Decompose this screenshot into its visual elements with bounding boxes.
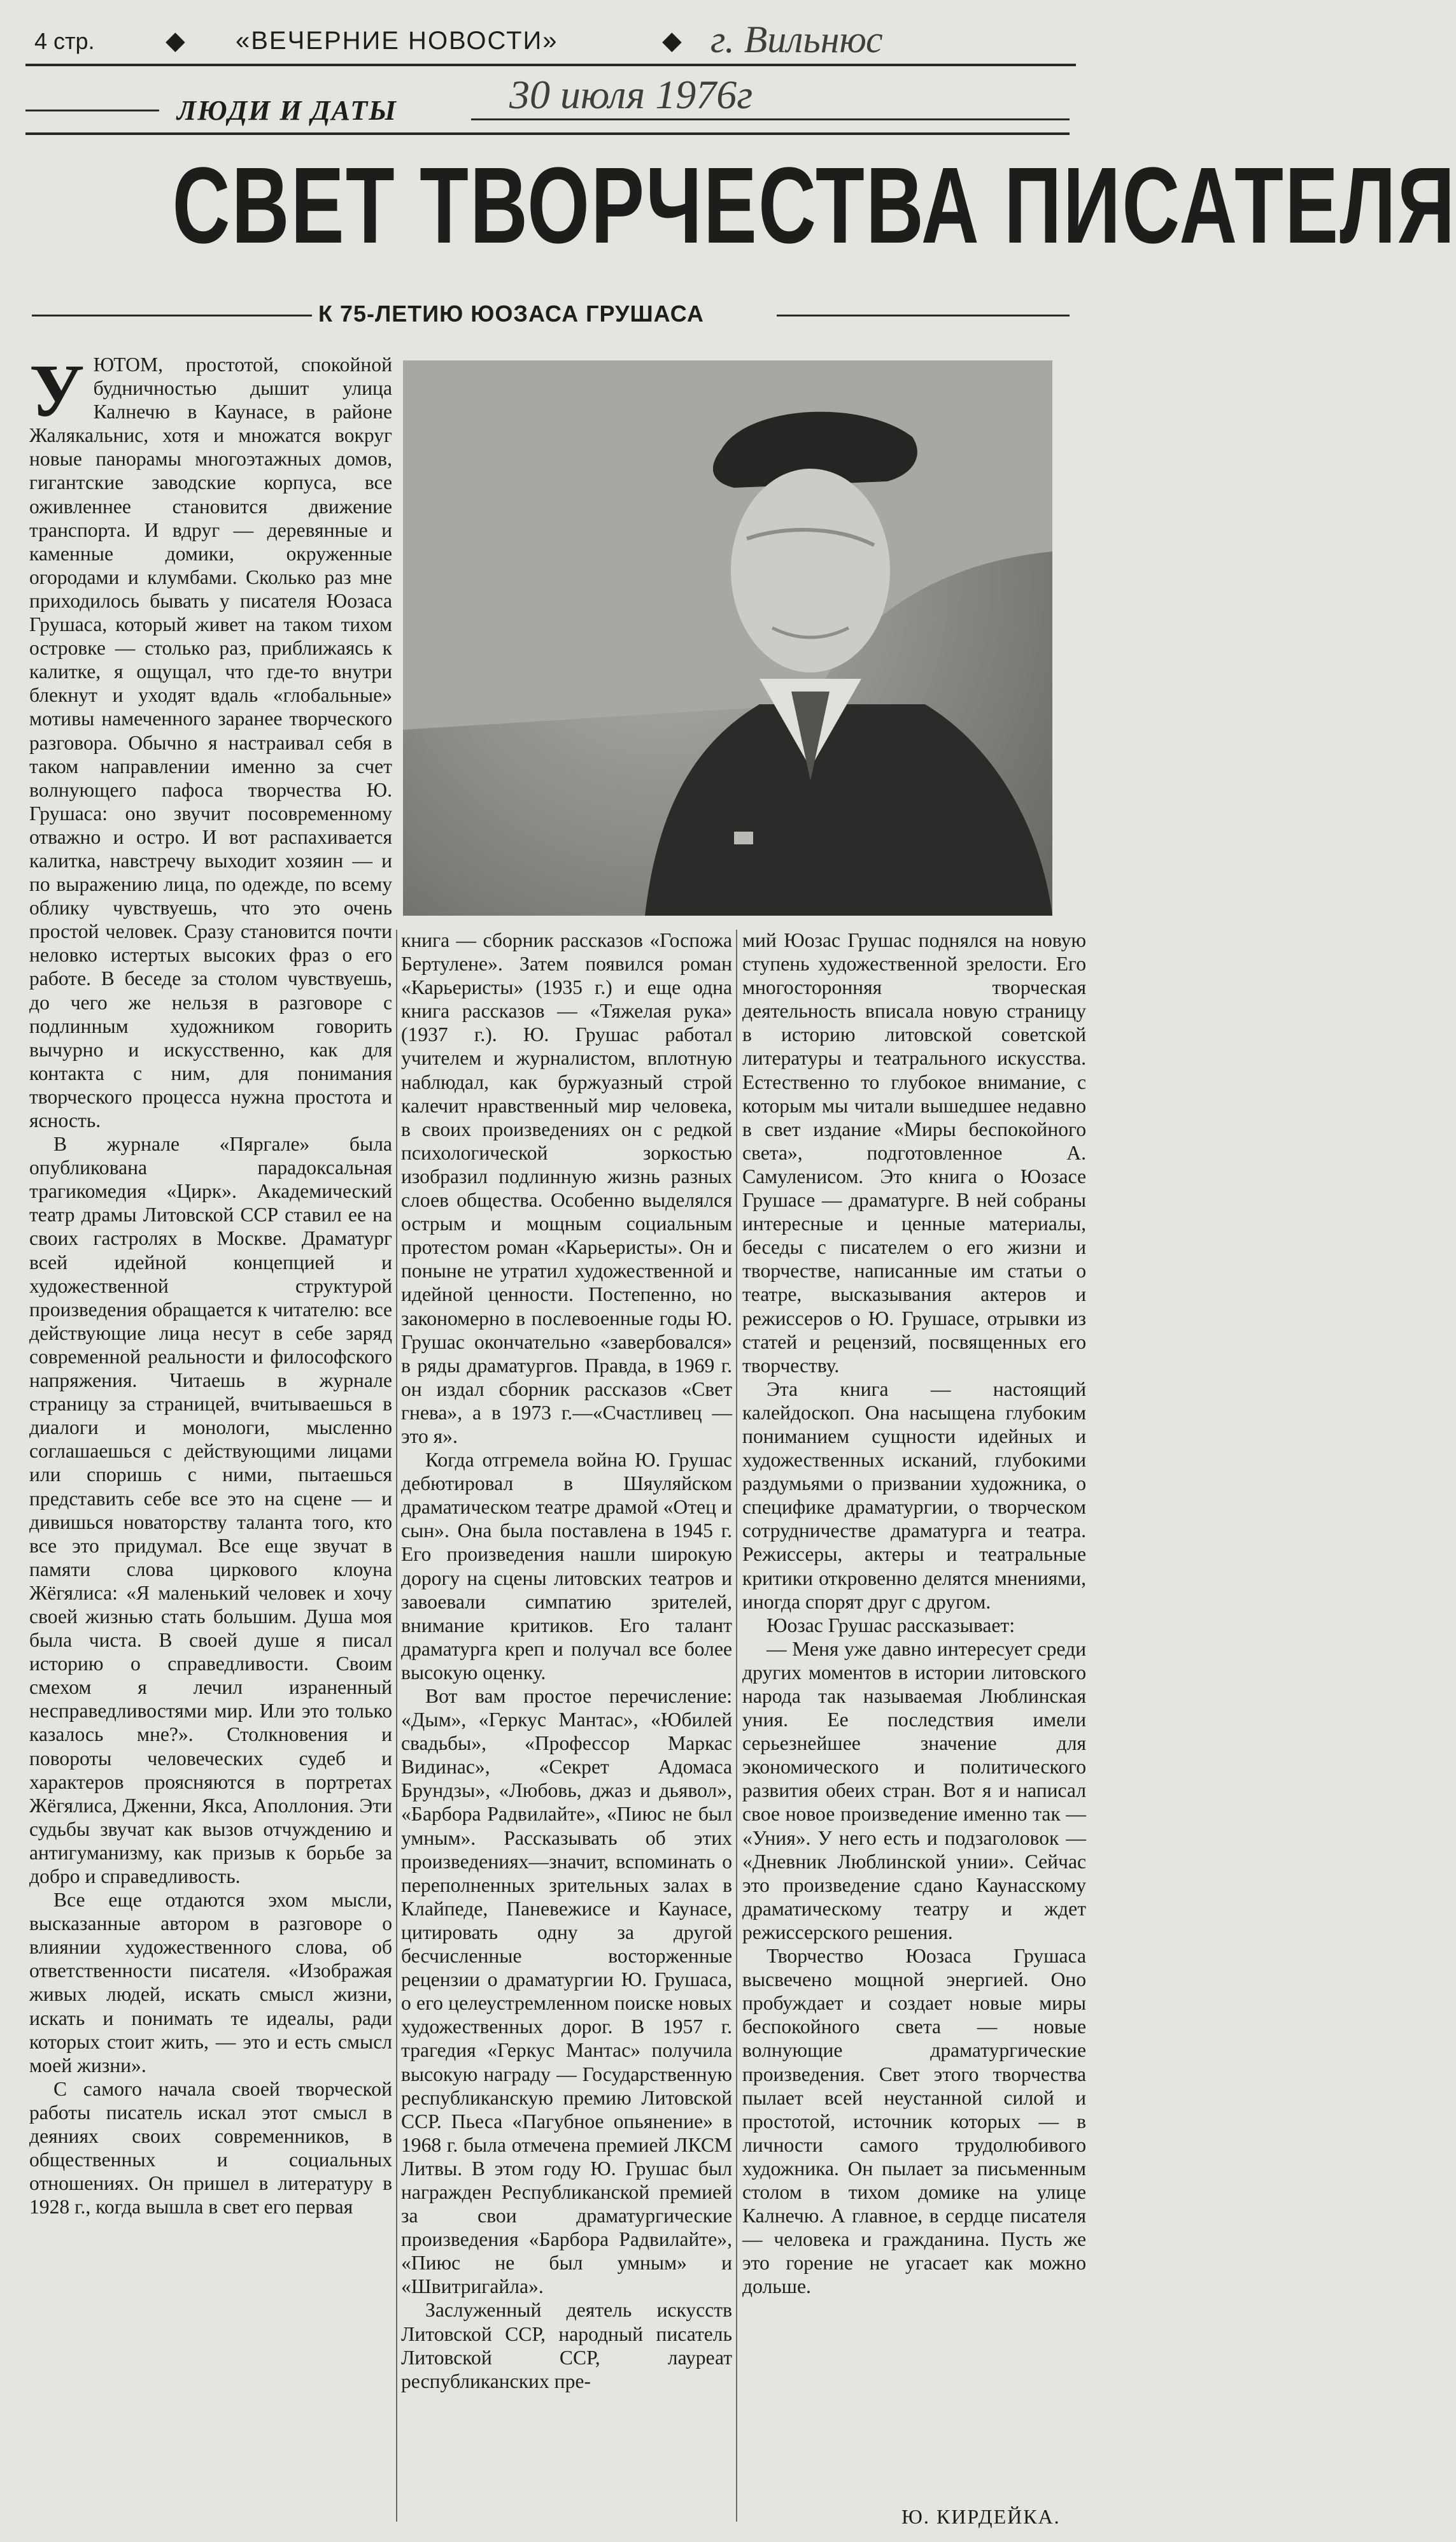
subtitle-rule-right bbox=[777, 315, 1070, 316]
paragraph-text: ЮТОМ, простотой, спокойной будничностью дышит улица Калнечю в Каунасе, в районе Жалякальнис, хотя и множатся вокруг новые панорамы многоэтажных домов, гигантские заводские корпуса, все оживленнее становится движение транспорта. И вдруг — деревянные и каменные домики, окруженные огородами и клумбами. Сколько раз мне приходилось бывать у писателя Юозаса Грушаса, который живет на таком тихом островке — столько раз, приближаясь к калитке, я ощущал, что где-то внутри блекнут и уходят вдаль «глобальные» мотивы намеченного заранее творческого разговора. Обычно я настраивал себя в таком направлении именно за счет волнующего пафоса творчества Ю. Грушаса: оно звучит посовременному отважно и остро. И вот распахивается калитка, навстречу выходит хозяин — и по выражению лица, по одежде, по всему облику чувствуешь, что это очень простой человек. Сразу становится почти неловко истертых высоких фраз о его работе. В беседе за столом чувствуешь, до чего же нельзя в разговоре с подлинным художником говорить вычурно и искусственно, как для контакта с ним, для понимания творческого процесса нужна простота и ясность. bbox=[29, 353, 392, 1132]
diamond-icon: ◆ bbox=[662, 26, 682, 55]
paragraph: Когда отгремела война Ю. Грушас дебютировал в Шяуляйском драматическом театре драмой «Отец и сын». Она была поставлена в 1945 г. Его произведения нашли широкую дорогу на сцены литовских театров и завоевали симпатию зрителей, внимание критиков. Его талант драматурга креп и получал все более высокую оценку. bbox=[401, 1449, 732, 1684]
article-column-2 bbox=[401, 928, 732, 2393]
rubric-rule-left bbox=[25, 110, 159, 111]
writer-portrait-image bbox=[403, 360, 1052, 916]
column-divider bbox=[396, 930, 397, 2522]
paragraph: Эта книга — настоящий калейдоскоп. Она насыщена глубоким пониманием сущности идейных и художественных исканий, глубокими раздумьями о призвании художника, о специфике драматургии, о творческом сотрудничестве драматурга и театра. Режиссеры, актеры и театральные критики откровенно делятся мнениями, иногда спорят друг с другом. bbox=[742, 1377, 1086, 1613]
article-subtitle: К 75-ЛЕТИЮ ЮОЗАСА ГРУШАСА bbox=[318, 301, 704, 327]
paragraph: С самого начала своей творческой работы писатель искал этот смысл в деяниях своих современников, в общественных и социальных отношениях. Он пришел в литературу в 1928 г., когда вышла в свет его первая bbox=[29, 2077, 392, 2219]
newspaper-header bbox=[25, 18, 1076, 61]
paragraph: Вот вам простое перечисление: «Дым», «Геркус Мантас», «Юбилей свадьбы», «Профессор Маркас Видинас», «Секрет Адомаса Брундзы», «Любовь, джаз и дьявол», «Барбора Радвилайте», «Пиюс не был умным». Рассказывать об этих произведениях—значит, вспоминать о переполненных зрительных залах в Клайпеде, Паневежисе и Каунасе, цитировать одну за другой бесчисленные восторженные рецензии о драматургии Ю. Грушаса, о его целеустремленном поиске новых художественных дорог. В 1957 г. трагедия «Геркус Мантас» получила высокую награду — Государственную республиканскую премию Литовской ССР. Пьеса «Пагубное опьянение» в 1968 г. была отмечена премией ЛКСМ Литвы. В этом году Ю. Грушас был награжден Республиканской премией за свои драматургические произведения «Барбора Радвилайте», «Пиюс не был умным» и «Швитригайла». bbox=[401, 1685, 732, 2298]
portrait-photo bbox=[403, 360, 1052, 916]
article-column-1 bbox=[29, 349, 392, 2219]
diamond-icon: ◆ bbox=[166, 26, 185, 55]
paragraph: — Меня уже давно интересует среди других моментов в истории литовского народа так называемая Люблинская уния. Ее последствия имели серьезнейшее значение для экономического и политического развития обеих стран. Вот я и написал свое новое произведение именно так — «Уния». У него есть и подзаголовок — «Дневник Люблинской унии». Сейчас это произведение сдано Каунасскому драматическому театру и ждет режиссерского решения. bbox=[742, 1637, 1086, 1943]
paragraph: Заслуженный деятель искусств Литовской ССР, народный писатель Литовской ССР, лауреат республиканских пре- bbox=[401, 2299, 732, 2392]
page-number: 4 стр. bbox=[34, 28, 95, 54]
header-rule bbox=[25, 64, 1076, 66]
subtitle-rule-left bbox=[32, 315, 312, 316]
article-title: СВЕТ ТВОРЧЕСТВА ПИСАТЕЛЯ bbox=[172, 145, 1456, 266]
rubric-rule-bottom bbox=[25, 132, 1070, 135]
paragraph bbox=[29, 349, 392, 1132]
paragraph: мий Юозас Грушас поднялся на новую ступень художественной зрелости. Его многосторонняя творческая деятельность вписала новую страницу в историю литовской советской литературы и театрального искусства. Естественно то глубокое внимание, с которым мы читали вышедшее недавно в свет издание «Миры беспокойного света», подготовленное А. Самуленисом. Это книга о Юозасе Грушасе — драматурге. В ней собраны интересные и ценные материалы, беседы с писателем о его жизни и творчестве, написанные им статьи о театре, высказывания актеров и режиссеров о Ю. Грушасе, отрывки из статей и рецензий, посвященных его творчеству. bbox=[742, 929, 1086, 1377]
column-divider bbox=[736, 930, 737, 2522]
drop-cap: У bbox=[29, 349, 85, 432]
newspaper-name: «ВЕЧЕРНИЕ НОВОСТИ» bbox=[236, 27, 558, 55]
paragraph: В журнале «Пяргале» была опубликована парадоксальная трагикомедия «Цирк». Академический театр драмы Литовской ССР ставил ее на своих гастролях в Москве. Драматург всей идейной концепцией и художественной структурой произведения обращается к читателю: все действующие лица несут в себе заряд современной реальности и философского напряжения. Читаешь в журнале страницу за страницей, вчитываешься в диалоги и монологи, мысленно соглашаешься с действующими лицами или споришь с ними, пытаешься представить себе все это на сцене — и дивишься новаторству таланта того, кто все это придумал. Все еще звучат в памяти слова циркового клоуна Жёгялиса: «Я маленький человек и хочу своей жизнью стать большим. Душа моя была чиста. В своей душе я писал историю о справедливости. Своим смехом я лечил изрaненный несправедливостями мир. Или это только казалось мне?». Столкновения и повороты человеческих судеб и характеров проясняются в портретах Жёгялиса, Дженни, Якса, Аполлония. Эти судьбы звучат как вызов отчуждению и антигуманизму, как призыв к борьбе за добро и справедливость. bbox=[29, 1133, 392, 1887]
handwritten-date: 30 июля 1976г bbox=[509, 72, 753, 117]
handwritten-city: г. Вильнюс bbox=[710, 18, 883, 60]
rubric-rule-right bbox=[471, 118, 1070, 120]
author-signature: Ю. КИРДЕЙКА. bbox=[901, 2505, 1061, 2528]
paragraph: Все еще отдаются эхом мысли, высказанные автором в разговоре о влиянии художественного слова, об ответственности писателя. «Изображая живых людей, искать смысл жизни, искать и понимать те идеалы, ради которых стоит жить, — это и есть смысл моей жизни». bbox=[29, 1889, 392, 2077]
article-column-3 bbox=[742, 928, 1086, 2298]
paragraph: Юозас Грушас рассказывает: bbox=[767, 1614, 1015, 1637]
paragraph: книга — сборник рассказов «Госпожа Бертулене». Затем появился роман «Карьеристы» (1935 г.) и еще одна книга рассказов — «Тяжелая рука» (1937 г.). Ю. Грушас работал учителем и журналистом, вплотную наблюдал, как буржуазный строй калечит нравственный мир человека, в своих произведениях он с редкой психологической зоркостью изобразил подлинную жизнь разных слоев общества. Особенно выделялся острым и мощным социальным протестом роман «Карьеристы». Он и поныне не утратил художественной и идейной ценности. Постепенно, но закономерно в послевоенные годы Ю. Грушас окончательно «завербовался» в ряды драматургов. Правда, в 1969 г. он издал сборник рассказов «Свет гнева», а в 1973 г.—«Счастливец — это я». bbox=[401, 929, 732, 1447]
rubric-label: ЛЮДИ И ДАТЫ bbox=[177, 95, 397, 126]
paragraph: Творчество Юозаса Грушаса высвечено мощной энергией. Оно пробуждает и создает новые миры беспокойного света — новые волнующие драматургические произведения. Свет этого творчества пылает всей неустанной силой и простотой, источник которых — в личности самого трудолюбивого художника. Он пылает за письменным столом в тихом домике на улице Калнечю. А главное, в сердце писателя — человека и гражданина. Пусть же это горение не угасает как можно дольше. bbox=[742, 1945, 1086, 2298]
